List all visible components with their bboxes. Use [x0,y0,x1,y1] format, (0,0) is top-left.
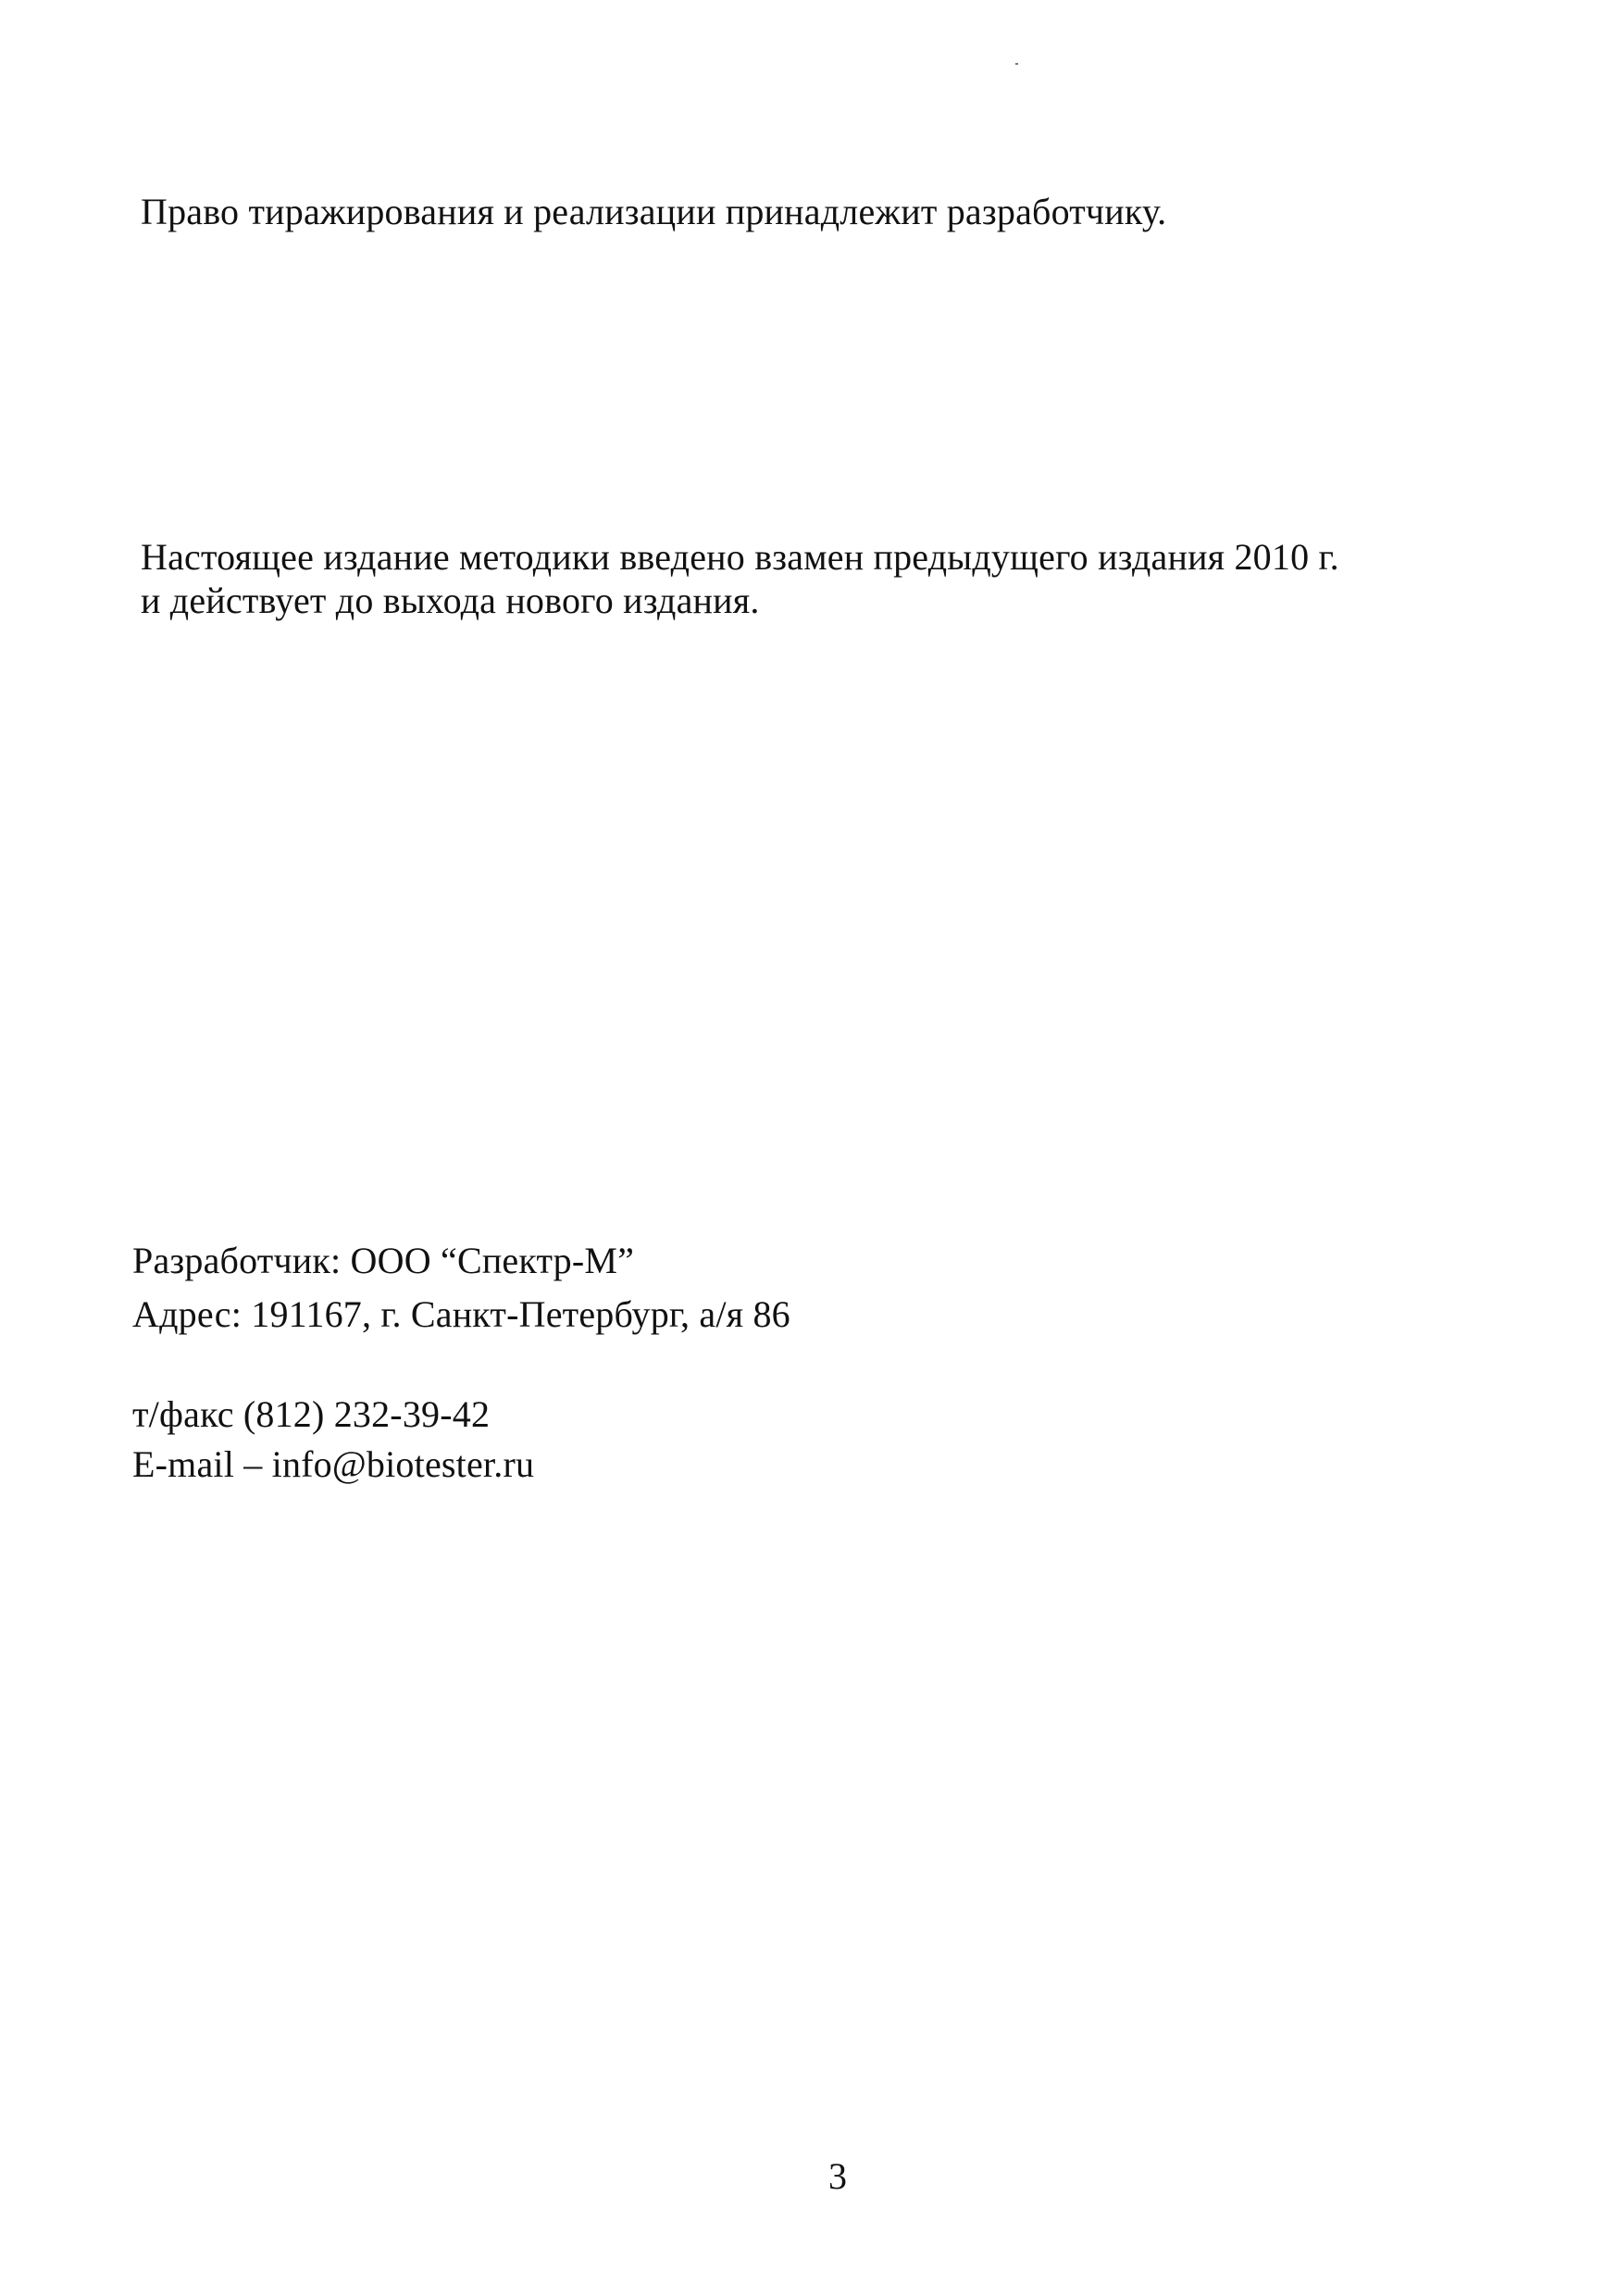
email-line: E-mail – info@biotester.ru [132,1443,535,1485]
developer-name: Разработчик: ООО “Спектр-М” [132,1240,635,1281]
rights-notice: Право тиражирования и реализации принадлежит разработчику. [141,191,1167,232]
developer-address: Адрес: 191167, г. Санкт-Петербург, а/я 86 [132,1293,790,1335]
edition-notice-line-2: и действует до выхода нового издания. [141,580,760,621]
phone-fax: т/факс (812) 232-39-42 [132,1393,491,1435]
edition-notice-line-1: Настоящее издание методики введено взамен предыдущего издания 2010 г. [141,536,1339,578]
page-number: 3 [828,2155,847,2197]
scan-speck [1015,63,1018,65]
